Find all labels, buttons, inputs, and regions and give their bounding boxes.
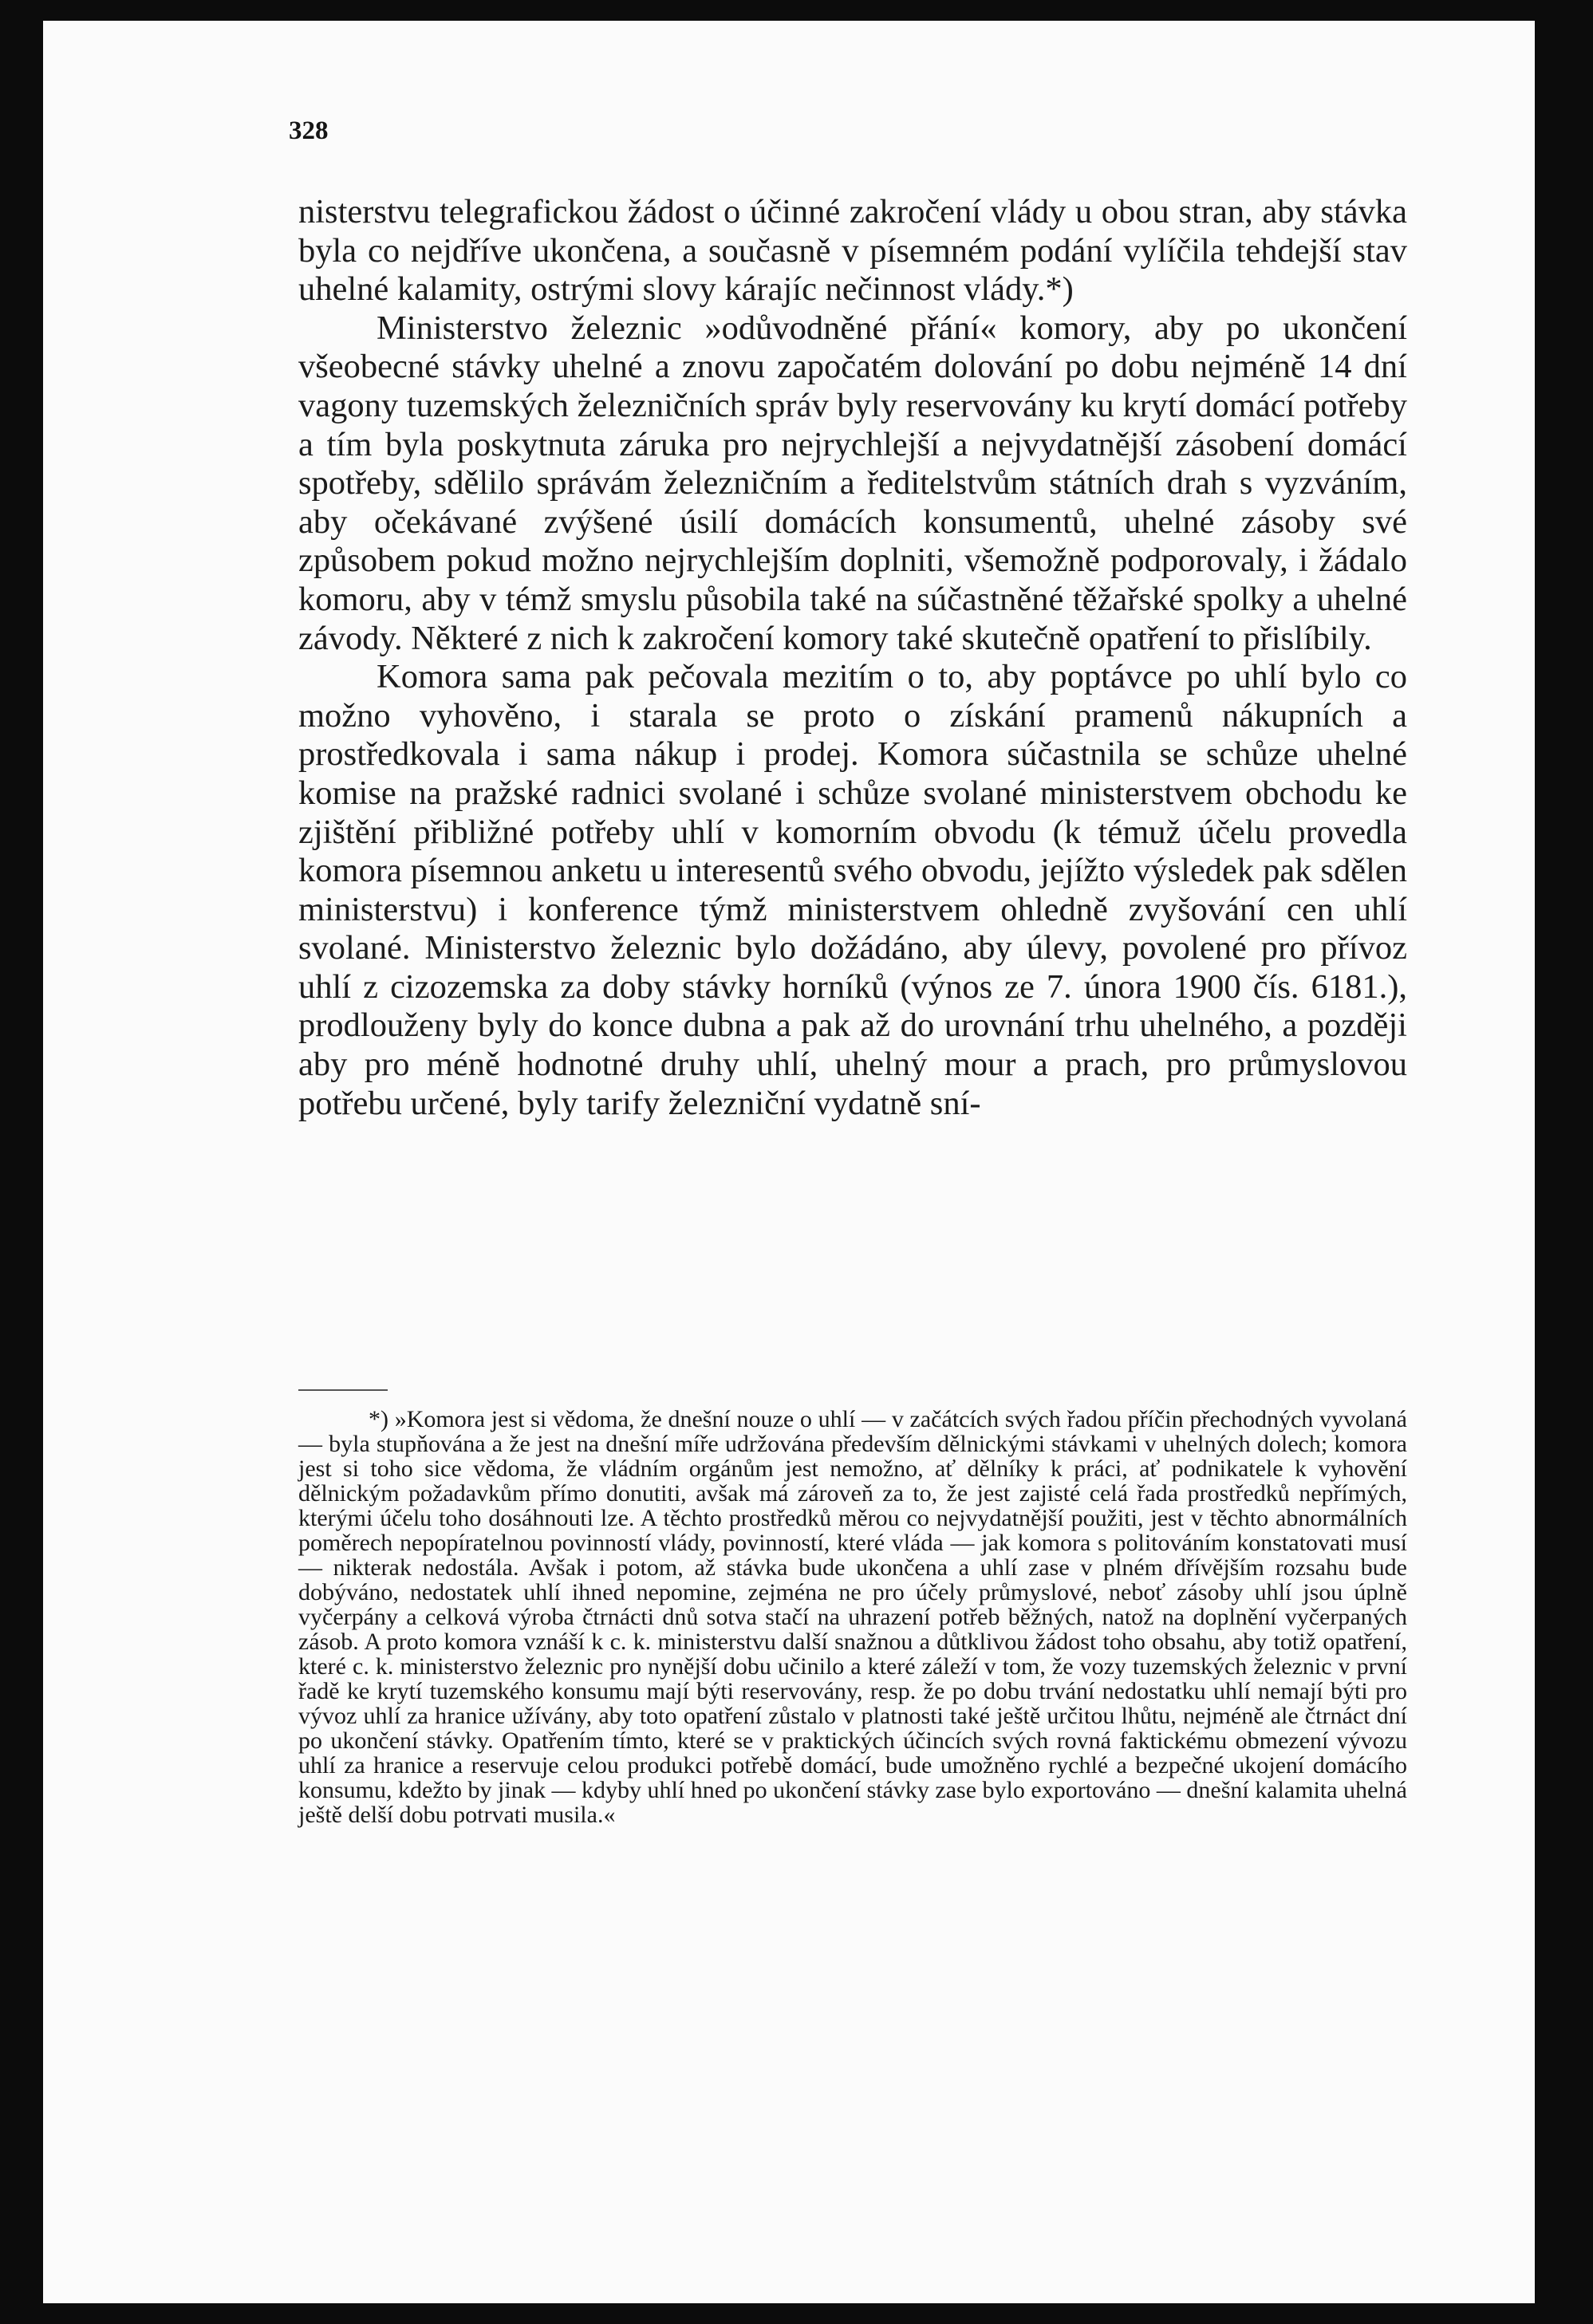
page-edge-shadow [1535, 21, 1543, 2303]
footnote-divider [298, 1389, 388, 1391]
paragraph-1: nisterstvu telegrafickou žádost o účinné zakročení vlády u obou stran, aby stávka byla co nejdříve ukončena, a současně v písemném podání vylíčila tehdejší stav uhelné kalamity, ostrými slovy kárajíc nečinnost vlády.*) [298, 193, 1407, 309]
footnote: *) »Komora jest si vědoma, že dnešní nouze o uhlí — v začátcích svých řadou příčin přechodných vyvolaná — byla stupňována a že jest na dnešní míře udržována především dělnickými stávkami v uhelných dolech; komora jest si toho sice vědoma, že vládním orgánům jest nemožno, ať dělníky k práci, ať podnikatele k vyhovění dělnickým požadavkům přímo donutiti, avšak má zároveň za to, že jest zajisté celá řada prostředků nepřímých, kterými účelu toho dosáhnouti lze. A těchto prostředků měrou co nejvydatnější použiti, jest v těchto abnormálních poměrech nepopíratelnou povinností vlády, povinností, které vláda — jak komora s politováním konstatovati musí — nikterak nedostála. Avšak i potom, až stávka bude ukončena a uhlí zase v plném dřívějším rozsahu bude dobýváno, nedostatek uhlí ihned nepomine, zejména ne pro účely průmyslové, neboť zásoby uhlí jsou úplně vyčerpány a celková výroba čtrnácti dnů sotva stačí na uhrazení potřeb běžných, natož na doplnění vyčerpaných zásob. A proto komora vznáší k c. k. ministerstvu další snažnou a důtklivou žádost toho obsahu, aby totiž opatření, které c. k. ministerstvo železnic pro nynější dobu učinilo a které záleží v tom, že vozy tuzemských železnic v první řadě ke krytí tuzemského konsumu mají býti reservovány, resp. že po dobu trvání nedostatku uhlí nemají býti pro vývoz uhlí za hranice užívány, aby toto opatření zůstalo v platnosti také ještě určitou lhůtu, nejméně ale čtrnáct dní po ukončení stávky. Opatřením tímto, které se v praktických účincích svých rovná faktickému obmezení vývozu uhlí za hranice a reservuje celou produkci potřebě domácí, bude umožněno rychlé a bezpečné ukojení domácího konsumu, kdežto by jinak — kdyby uhlí hned po ukončení stávky zase bylo exportováno — dnešní kalamita uhelná ještě delší dobu potrvati musila.« [298, 1406, 1407, 1828]
paragraph-3: Komora sama pak pečovala mezitím o to, aby poptávce po uhlí bylo co možno vyhověno, i starala se proto o získání pramenů nákupních a prostředkovala i sama nákup i prodej. Komora súčastnila se schůze uhelné komise na pražské radnici svolané i schůze svolané ministerstvem obchodu ke zjištění přibližné potřeby uhlí v komorním obvodu (k témuž účelu provedla komora písemnou anketu u interesentů svého obvodu, jejížto výsledek pak sdělen ministerstvu) i konference týmž ministerstvem ohledně zvyšování cen uhlí svolané. Ministerstvo železnic bylo dožádáno, aby úlevy, povolené pro přívoz uhlí z cizozemska za doby stávky horníků (výnos ze 7. února 1900 čís. 6181.), prodlouženy byly do konce dubna a pak až do urovnání trhu uhelného, a později aby pro méně hodnotné druhy uhlí, uhelný mour a prach, pro průmyslovou potřebu určené, byly tarify železniční vydatně sní- [298, 658, 1407, 1122]
paragraph-2: Ministerstvo železnic »odůvodněné přání« komory, aby po ukončení všeobecné stávky uhelné a znovu započatém dolování po dobu nejméně 14 dní vagony tuzemských železničních správ byly reservovány ku krytí domácí potřeby a tím byla poskytnuta záruka pro nejrychlejší a nejvydatnější zásobení domácí spotřeby, sdělilo správám železničním a ředitelstvům státních drah s vyzváním, aby očekávané zvýšené úsilí domácích konsumentů, uhelné zásoby své způsobem pokud možno nejrychlejším doplniti, všemožně podporovaly, i žádalo komoru, aby v témž smyslu působila také na súčastněné těžařské spolky a uhelné závody. Některé z nich k zakročení komory také skutečně opatření to přislíbily. [298, 309, 1407, 657]
scanned-page [43, 21, 1543, 2303]
main-text [298, 193, 1407, 1123]
page-number: 328 [289, 116, 329, 145]
